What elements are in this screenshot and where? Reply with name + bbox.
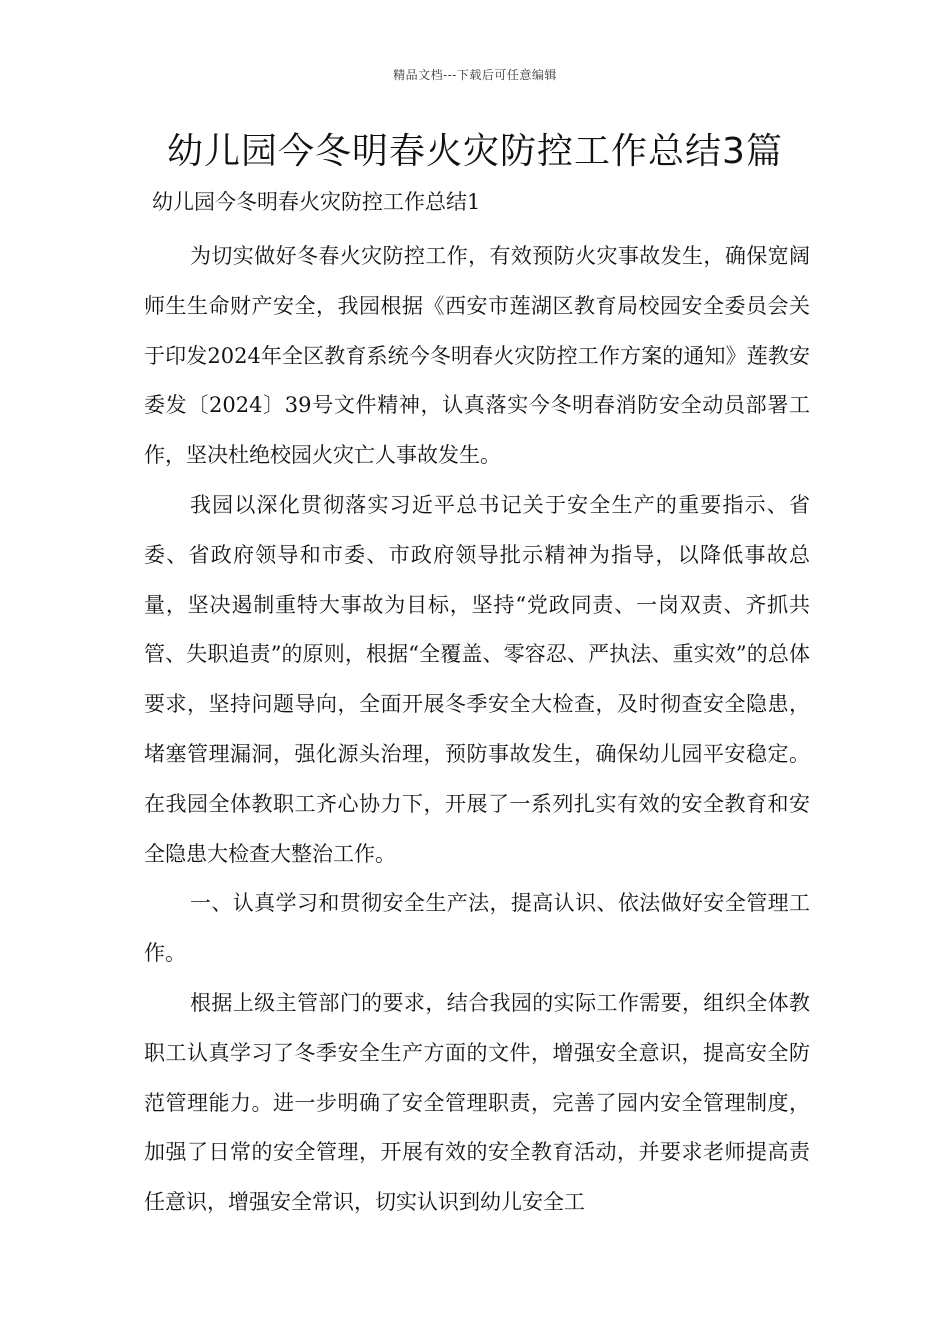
paragraph-guidance: 我园以深化贯彻落实习近平总书记关于安全生产的重要指示、省委、省政府领导和市委、市政府领导批示精神为指导，以降低事故总量，坚决遏制重特大事故为目标，坚持“党政同责、一岗双责、齐抓共管、失职追责”的原则，根据“全覆盖、零容忍、严执法、重实效”的总体要求，坚持问题导向，全面开展冬季安全大检查，及时彻查安全隐患，堵塞管理漏洞，强化源头治理，预防事故发生，确保幼儿园平安稳定。在我园全体教职工齐心协力下，开展了一系列扎实有效的安全教育和安全隐患大检查大整治工作。 [144, 492, 810, 866]
body-text [144, 232, 810, 1228]
section-heading-one: 一、认真学习和贯彻安全生产法，提高认识、依法做好安全管理工作。 [144, 891, 810, 966]
header-note: 精品文档---下载后可任意编辑 [393, 68, 557, 82]
section-subtitle: 幼儿园今冬明春火灾防控工作总结1 [152, 190, 481, 214]
paragraph-intro: 为切实做好冬春火灾防控工作，有效预防火灾事故发生，确保宽阔师生生命财产安全，我园根据《西安市莲湖区教育局校园安全委员会关于印发2024年全区教育系统今冬明春火灾防控工作方案的通知》莲教安委发〔2024〕39号文件精神，认真落实今冬明春消防安全动员部署工作，坚决杜绝校园火灾亡人事故发生。 [144, 244, 810, 468]
paragraph-study: 根据上级主管部门的要求，结合我园的实际工作需要，组织全体教职工认真学习了冬季安全生产方面的文件，增强安全意识，提高安全防范管理能力。进一步明确了安全管理职责，完善了园内安全管理制度，加强了日常的安全管理，开展有效的安全教育活动，并要求老师提高责任意识，增强安全常识，切实认识到幼儿安全工 [144, 990, 810, 1215]
document-title: 幼儿园今冬明春火灾防控工作总结3篇 [167, 131, 783, 172]
